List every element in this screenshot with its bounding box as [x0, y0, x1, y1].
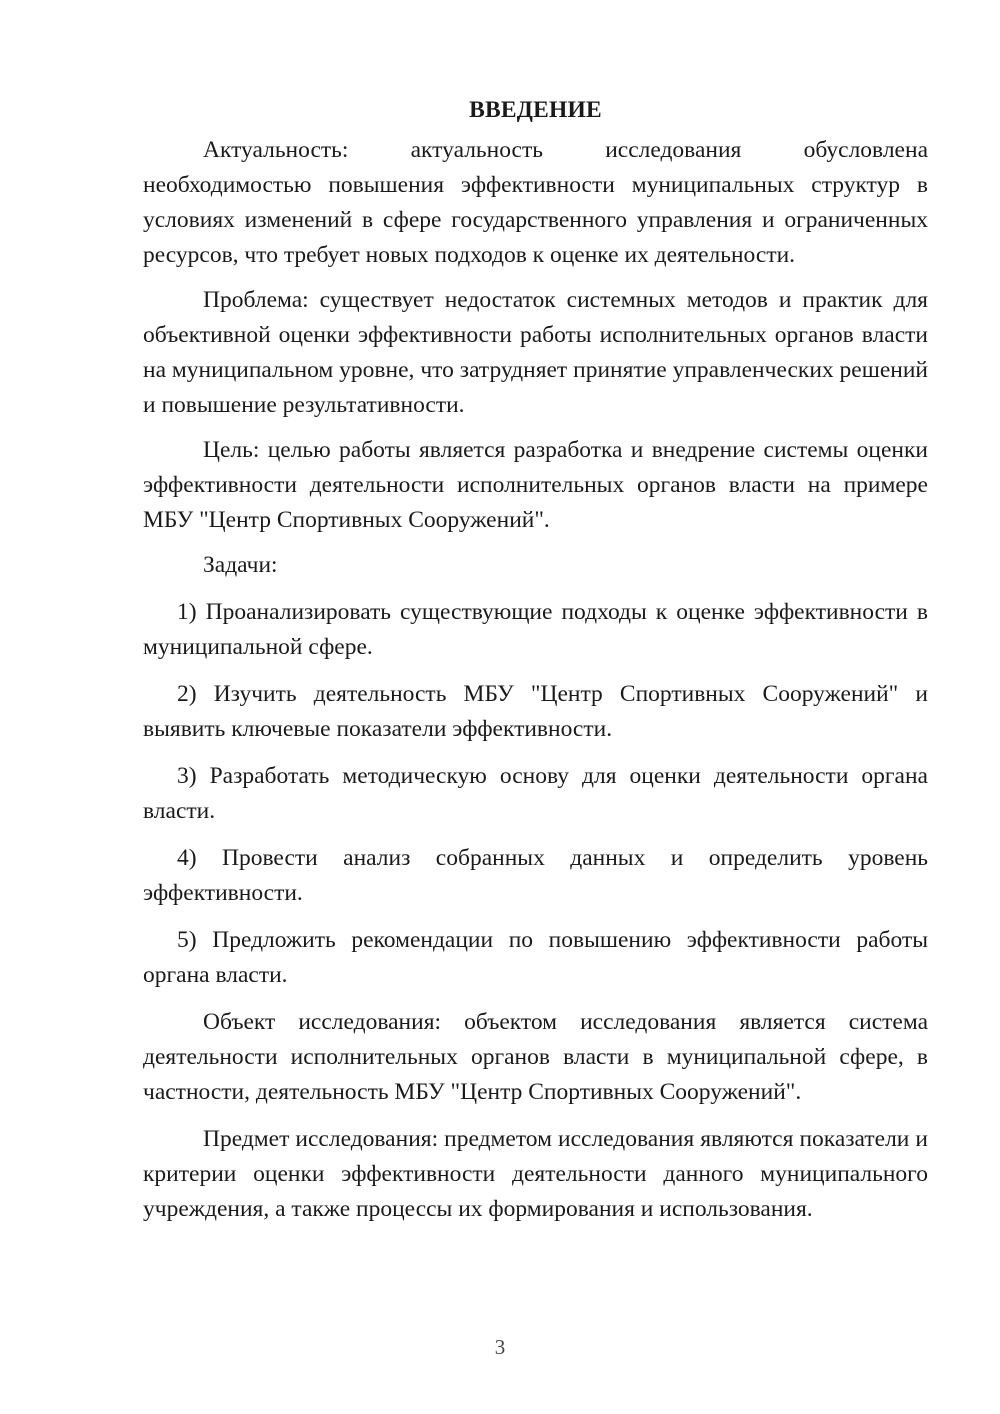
section-heading: ВВЕДЕНИЕ	[469, 97, 602, 123]
tasks-title: Задачи:	[203, 552, 278, 578]
task-item-3: 3) Разработать методическую основу для оценки деятельности органа власти.	[143, 763, 928, 824]
page-content	[143, 93, 928, 1227]
paragraph-subject: Предмет исследования: предметом исследования являются показатели и критерии оценки эффективности деятельности данного муниципального учреждения, а также процессы их формирования и использования.	[143, 1126, 928, 1222]
paragraph-relevance: Актуальность: актуальность исследования обусловлена необходимостью повышения эффективности муниципальных структур в условиях изменений в сфере государственного управления и ограниченных ресурсов, что требует новых подходов к оценке их деятельности.	[143, 137, 928, 268]
page-number: 3	[494, 1335, 506, 1359]
task-item-2: 2) Изучить деятельность МБУ "Центр Спортивных Сооружений" и выявить ключевые показатели эффективности.	[143, 681, 928, 742]
paragraph-goal: Цель: целью работы является разработка и внедрение системы оценки эффективности деятельности исполнительных органов власти на примере МБУ "Центр Спортивных Сооружений".	[143, 437, 928, 533]
task-item-5: 5) Предложить рекомендации по повышению эффективности работы органа власти.	[143, 927, 928, 988]
task-item-4: 4) Провести анализ собранных данных и определить уровень эффективности.	[143, 845, 928, 906]
paragraph-problem: Проблема: существует недостаток системных методов и практик для объективной оценки эффективности работы исполнительных органов власти на муниципальном уровне, что затрудняет принятие управленческих решений и повышение результативности.	[143, 287, 928, 418]
paragraph-object: Объект исследования: объектом исследования является система деятельности исполнительных органов власти в муниципальной сфере, в частности, деятельность МБУ "Центр Спортивных Сооружений".	[143, 1009, 928, 1105]
task-item-1: 1) Проанализировать существующие подходы к оценке эффективности в муниципальной сфере.	[143, 599, 928, 660]
